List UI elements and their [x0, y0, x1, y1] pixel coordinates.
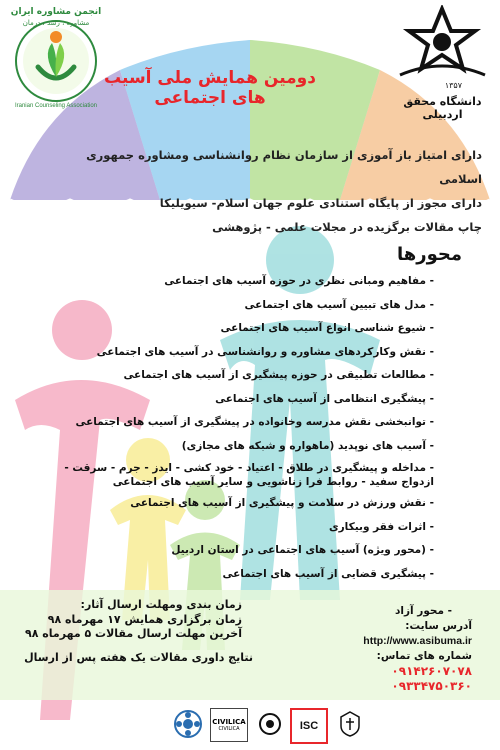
logo-subtitle: مشاوره ، رشد ، درمان	[22, 19, 90, 27]
review-notice: نتایج داوری مقالات یک هفته پس از ارسال	[24, 651, 253, 664]
features-list	[82, 143, 482, 239]
axis-item: - مطالعات تطبیقی در حوزه پیشگیری از آسیب های اجتماعی	[123, 369, 434, 381]
axis-item: - مدل های تبیین آسیب های اجتماعی	[244, 298, 434, 311]
footer-logo-isc: ISC	[290, 708, 328, 744]
axis-item: - توانبخشی نقش مدرسه وخانواده در پیشگیری از آسیب های اجتماعی	[75, 416, 434, 428]
axis-item: - آسیب های نوپدید (ماهواره و شبکه های مجازی)	[181, 439, 434, 452]
university-emblem-icon	[395, 5, 490, 85]
axis-item: - پیشگیری انتظامی از آسیب های اجتماعی	[215, 392, 434, 405]
logo-title: انجمن مشاوره ایران	[10, 7, 102, 17]
axis-item: - نقش ورزش در سلامت و پیشگیری از آسیب های اجتماعی	[130, 497, 434, 509]
axis-item: - شیوع شناسی انواع آسیب های اجتماعی	[220, 322, 434, 334]
conference-date: زمان برگزاری همایش ۱۷ مهرماه ۹۸	[47, 612, 242, 626]
free-topic-axis: - محور آزاد	[395, 605, 452, 617]
footer-logo-civilica	[210, 708, 248, 742]
axes-list	[54, 270, 434, 586]
university-name: دانشگاه محقق اردبیلی	[403, 95, 482, 121]
logo-english: Iranian Counseling Association	[14, 103, 98, 109]
feature-item: دارای مجوز از پایگاه استنادی علوم جهان اسلام- سیویلیکا	[159, 196, 482, 210]
civilica-mark: CIVILICA	[212, 718, 246, 726]
phone-number[interactable]: ۰۹۱۴۲۶۰۷۰۷۸	[391, 664, 472, 678]
contact-box	[322, 604, 472, 694]
university-logo	[395, 5, 490, 121]
university-year: ۱۳۵۷	[444, 81, 462, 90]
crest-icon	[338, 710, 362, 738]
axis-item: - اثرات فقر وبیکاری	[329, 520, 434, 533]
deadlines-box	[22, 598, 242, 642]
phones-label: شماره های تماس:	[376, 650, 472, 662]
submission-deadline: آخرین مهلت ارسال مقالات ۵ مهرماه ۹۸	[25, 627, 242, 640]
site-label: آدرس سایت:	[405, 620, 472, 632]
axes-heading: محورها	[396, 244, 462, 265]
axis-item: - نقش وکارکردهای مشاوره و روانشناسی در آسیب های اجتماعی	[96, 345, 434, 358]
footer-logo-round	[256, 708, 284, 740]
round-seal-icon	[258, 712, 282, 736]
axis-item: - مداخله و پیشگیری در طلاق - اعتیاد - خود کشی - ایدز - جرم - سرقت - ازدواج سفید - روابط فرا زناشویی و سایر آسیب های اجتماعی	[64, 462, 434, 488]
phone-number[interactable]: ۰۹۳۳۴۷۵۰۳۶۰	[391, 679, 472, 693]
feature-item: دارای امتیاز باز آموزی از سازمان نظام روانشناسی ومشاوره جمهوری اسلامی	[86, 148, 482, 186]
feature-item: چاپ مقالات برگزیده در مجلات علمی - پژوهشی	[212, 220, 482, 234]
axis-item: - پیشگیری قضایی از آسیب های اجتماعی	[222, 567, 434, 580]
counseling-association-logo	[8, 5, 104, 115]
flower-emblem-icon	[173, 709, 203, 739]
footer-logo-crest	[336, 708, 364, 740]
civilica-caption: CIVILICA	[218, 726, 240, 732]
deadlines-heading: زمان بندی ومهلت ارسال آثار:	[80, 598, 242, 611]
axis-item: - (محور ویژه) آسیب های اجتماعی در استان اردبیل	[171, 544, 434, 556]
page-title: دومین همایش ملی آسیب های اجتماعی	[104, 68, 316, 108]
axis-item: - مفاهیم ومبانی نظری در حوزه آسیب های اجتماعی	[164, 275, 434, 287]
site-link[interactable]: http://www.asibuma.ir	[363, 635, 472, 647]
footer-logo-emblem	[172, 708, 204, 740]
